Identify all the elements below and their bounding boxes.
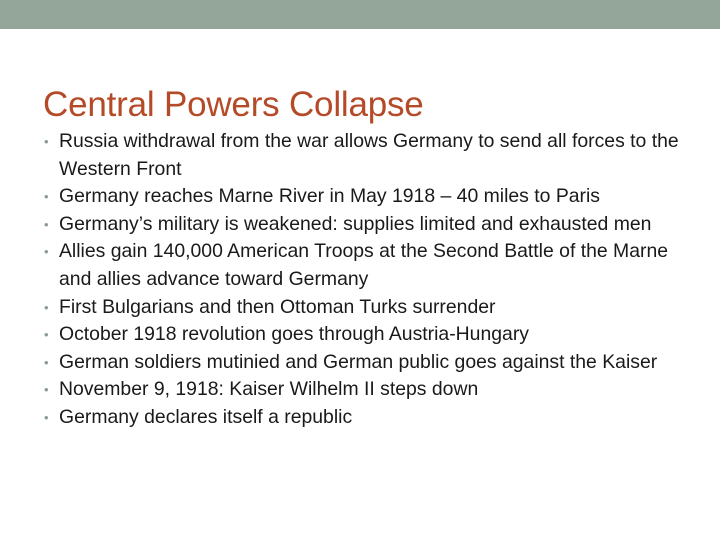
bullet-item	[42, 238, 682, 293]
bullet-item	[42, 294, 682, 322]
bullet-dot-icon: •	[44, 382, 49, 398]
slide-title: Central Powers Collapse	[43, 85, 424, 125]
bullet-dot-icon: •	[44, 354, 49, 370]
bullet-dot-icon: •	[44, 299, 49, 315]
bullet-text: First Bulgarians and then Ottoman Turks surrender	[59, 295, 496, 318]
bullet-item	[42, 349, 682, 377]
bullet-item	[42, 376, 682, 404]
bullet-text: Germany’s military is weakened: supplies limited and exhausted men	[59, 212, 652, 235]
bullet-list	[42, 128, 682, 432]
bullet-dot-icon: •	[44, 327, 49, 343]
bullet-dot-icon: •	[44, 244, 49, 260]
bullet-dot-icon: •	[44, 216, 49, 232]
bullet-dot-icon: •	[44, 189, 49, 205]
bullet-dot-icon: •	[44, 409, 49, 425]
bullet-item	[42, 128, 682, 183]
bullet-text: Germany reaches Marne River in May 1918 – 40 miles to Paris	[59, 185, 601, 208]
bullet-text: October 1918 revolution goes through Austria-Hungary	[59, 323, 529, 346]
bullet-text: Russia withdrawal from the war allows Germany to send all forces to the Western Front	[59, 130, 679, 180]
bullet-item	[42, 211, 682, 239]
bullet-text: German soldiers mutinied and German public goes against the Kaiser	[59, 350, 658, 373]
bullet-text: Germany declares itself a republic	[59, 405, 353, 428]
bullet-item	[42, 321, 682, 349]
bullet-item	[42, 404, 682, 432]
bullet-dot-icon: •	[44, 134, 49, 149]
bullet-item	[42, 183, 682, 211]
bullet-text: November 9, 1918: Kaiser Wilhelm II steps down	[59, 378, 479, 401]
top-banner	[0, 0, 720, 29]
bullet-text: Allies gain 140,000 American Troops at the Second Battle of the Marne and allies advance toward Germany	[59, 240, 669, 290]
